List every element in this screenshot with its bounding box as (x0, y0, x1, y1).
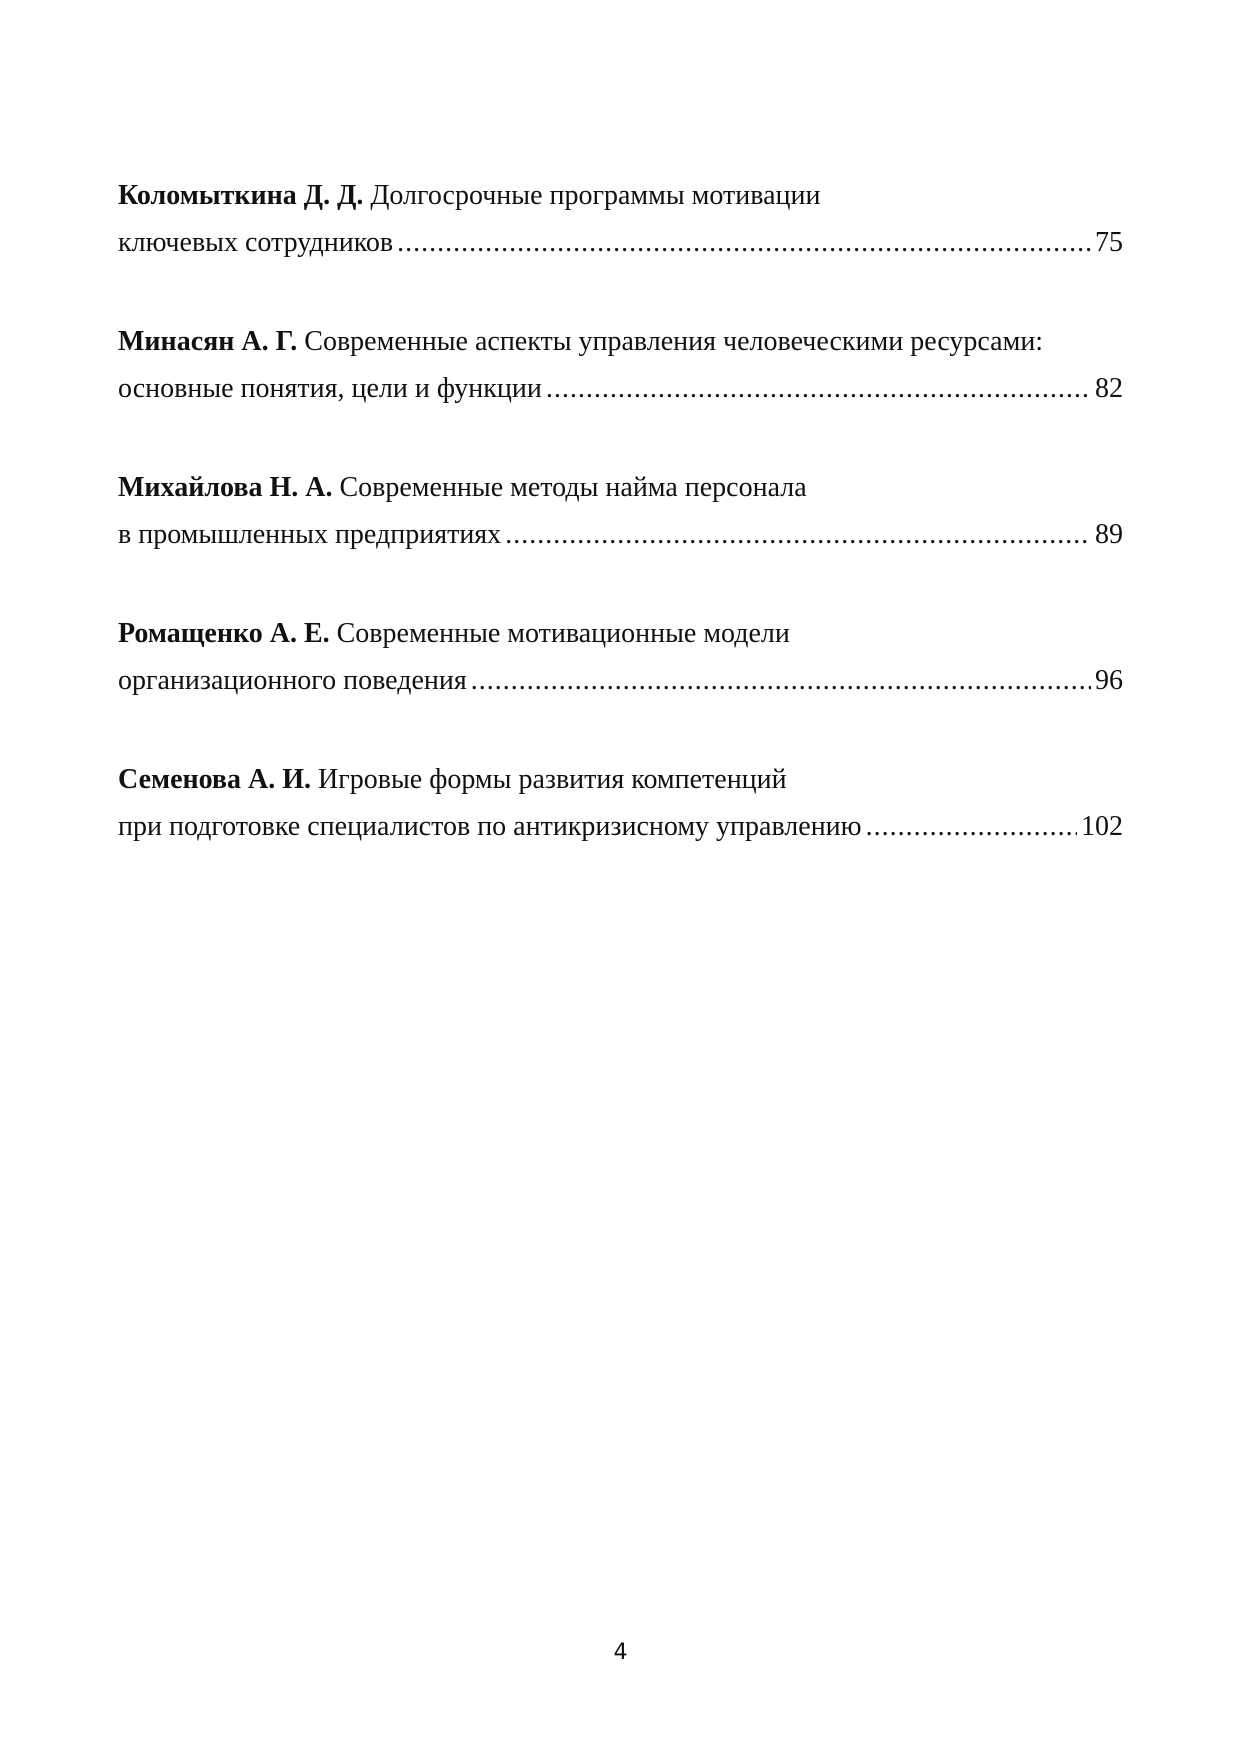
dot-leader (866, 803, 1077, 850)
toc-entry-page-number: 82 (1095, 373, 1123, 404)
page-number: 4 (613, 1640, 628, 1665)
toc-entry-leader-line (118, 803, 1123, 850)
toc-entry-author: Семенова А. И. (118, 764, 312, 795)
toc-entry-title-continued: при подготовке специалистов по антикризисному управлению (118, 811, 862, 842)
toc-entry-heading (118, 172, 1123, 219)
toc-entry[interactable] (118, 318, 1123, 412)
toc-entry-title-continued: организационного поведения (118, 665, 467, 696)
dot-leader (505, 511, 1091, 558)
toc-entry-heading (118, 464, 1123, 511)
dot-leader (397, 219, 1091, 266)
toc-entry-author: Минасян А. Г. (118, 326, 298, 357)
toc-entry[interactable] (118, 610, 1123, 704)
dot-leader (471, 657, 1091, 704)
toc-entry[interactable] (118, 172, 1123, 266)
toc-entry-leader-line (118, 219, 1123, 266)
toc-entry-leader-line (118, 657, 1123, 704)
toc-entry-heading (118, 318, 1123, 365)
table-of-contents (118, 172, 1123, 902)
toc-entry-leader-line (118, 365, 1123, 412)
toc-entry[interactable] (118, 756, 1123, 850)
toc-entry-title-continued: в промышленных предприятиях (118, 519, 502, 550)
toc-entry-page-number: 96 (1095, 665, 1123, 696)
toc-entry-heading (118, 610, 1123, 657)
toc-entry-title: Игровые формы развития компетенций (318, 764, 787, 795)
toc-entry-leader-line (118, 511, 1123, 558)
toc-entry-heading (118, 756, 1123, 803)
toc-entry-page-number: 89 (1095, 519, 1123, 550)
toc-entry-title-continued: ключевых сотрудников (118, 227, 394, 258)
toc-entry-author: Коломыткина Д. Д. (118, 180, 364, 211)
toc-entry-title: Долгосрочные программы мотивации (370, 180, 821, 211)
toc-entry-page-number: 102 (1081, 811, 1123, 842)
toc-entry[interactable] (118, 464, 1123, 558)
dot-leader (546, 365, 1091, 412)
toc-entry-title: Современные аспекты управления человеческими ресурсами: (304, 326, 1044, 357)
toc-entry-author: Михайлова Н. А. (118, 472, 333, 503)
toc-entry-title: Современные мотивационные модели (336, 618, 790, 649)
toc-entry-title-continued: основные понятия, цели и функции (118, 373, 542, 404)
toc-entry-author: Ромащенко А. Е. (118, 618, 330, 649)
toc-entry-title: Современные методы найма персонала (339, 472, 807, 503)
toc-entry-page-number: 75 (1095, 227, 1123, 258)
